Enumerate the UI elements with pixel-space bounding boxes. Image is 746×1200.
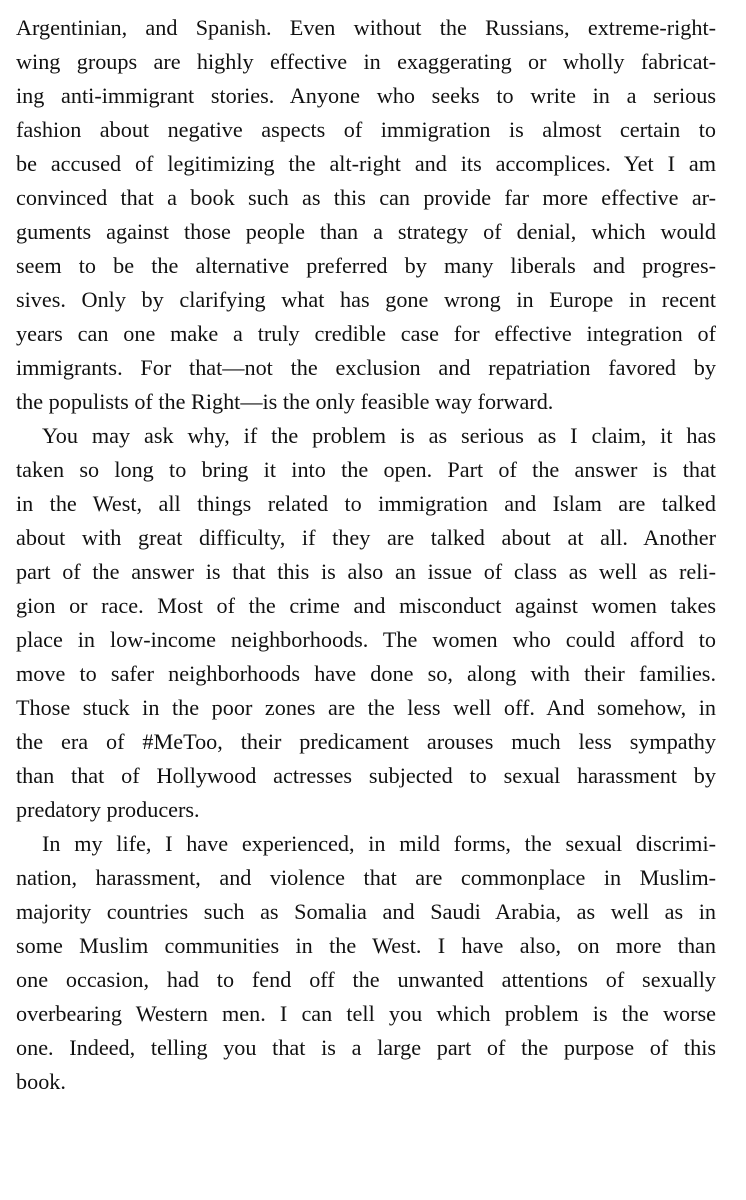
text-line: ing anti-immigrant stories. Anyone who seeks to write in a serious [16,83,716,108]
text-line: the era of #MeToo, their predicament arouses much less sympathy [16,729,716,754]
text-line: nation, harassment, and violence that are commonplace in Muslim- [16,865,716,890]
paragraph-1 [16,11,716,419]
text-line: immigrants. For that—not the exclusion and repatriation favored by [16,355,716,380]
text-line: Argentinian, and Spanish. Even without the Russians, extreme-right- [16,15,716,40]
text-line: wing groups are highly effective in exaggerating or wholly fabricat- [16,49,716,74]
paragraph-3 [16,827,716,1099]
text-line: be accused of legitimizing the alt-right and its accomplices. Yet I am [16,151,716,176]
text-line: sives. Only by clarifying what has gone wrong in Europe in recent [16,287,716,312]
text-line: one. Indeed, telling you that is a large part of the purpose of this [16,1035,716,1060]
text-line: book. [16,1069,66,1094]
text-column [16,0,716,1099]
text-line: one occasion, had to fend off the unwanted attentions of sexually [16,967,716,992]
text-line: place in low-income neighborhoods. The women who could afford to [16,627,716,652]
text-line: move to safer neighborhoods have done so, along with their families. [16,661,716,686]
text-line: about with great difficulty, if they are talked about at all. Another [16,525,716,550]
text-line: years can one make a truly credible case for effective integration of [16,321,716,346]
text-line: some Muslim communities in the West. I have also, on more than [16,933,716,958]
paragraph-2 [16,419,716,827]
text-line: You may ask why, if the problem is as serious as I claim, it has [42,423,716,448]
text-line: guments against those people than a strategy of denial, which would [16,219,716,244]
text-line: than that of Hollywood actresses subjected to sexual harassment by [16,763,716,788]
text-line: majority countries such as Somalia and Saudi Arabia, as well as in [16,899,716,924]
text-line: gion or race. Most of the crime and misconduct against women takes [16,593,716,618]
text-line: overbearing Western men. I can tell you which problem is the worse [16,1001,716,1026]
text-line: taken so long to bring it into the open. Part of the answer is that [16,457,716,482]
text-line: In my life, I have experienced, in mild forms, the sexual discrimi- [42,831,716,856]
text-line: fashion about negative aspects of immigration is almost certain to [16,117,716,142]
text-line: seem to be the alternative preferred by many liberals and progres- [16,253,716,278]
text-line: predatory producers. [16,797,200,822]
text-line: part of the answer is that this is also an issue of class as well as reli- [16,559,716,584]
text-line: convinced that a book such as this can provide far more effective ar- [16,185,716,210]
text-line: Those stuck in the poor zones are the less well off. And somehow, in [16,695,716,720]
text-line: the populists of the Right—is the only feasible way forward. [16,389,554,414]
text-line: in the West, all things related to immigration and Islam are talked [16,491,716,516]
